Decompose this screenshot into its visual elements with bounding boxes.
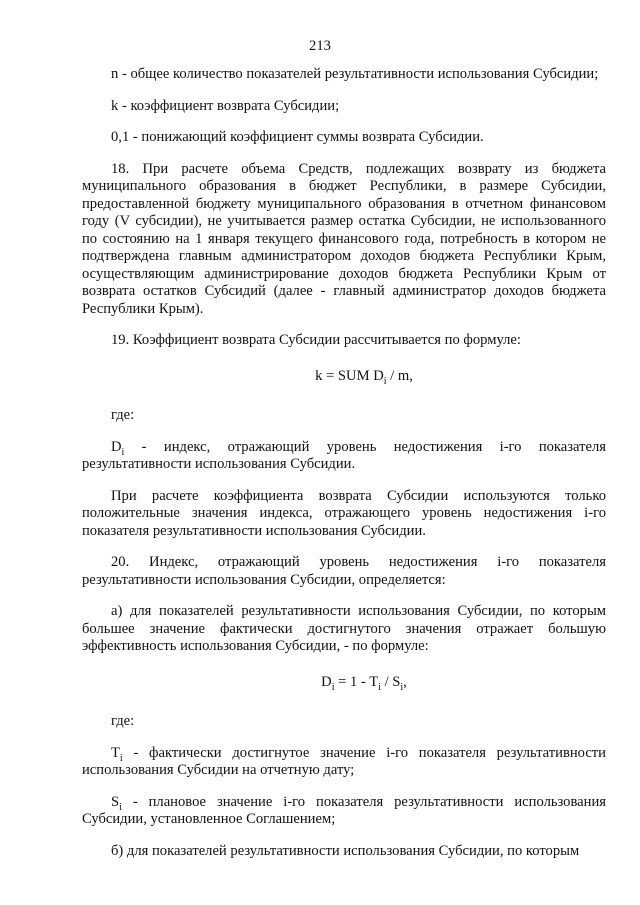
paragraph-19: 19. Коэффициент возврата Субсидии рассчитывается по формуле: [111, 332, 521, 348]
paragraph-di-definition [82, 439, 606, 474]
paragraph-18: 18. При расчете объема Средств, подлежащих возврату из бюджета муниципального образования в бюджет Республики, в размере Субсидии, предоставленной бюджету муниципального образования в отчетном финансовом году (V субсидии), не учитывается размер остатка Субсидии, не использованного по состоянию на 1 января текущего финансового года, потребность в котором не подтверждена главным администратором доходов бюджета Республики Крым, осуществляющим администрирование доходов бюджета Республики Крым от возврата остатков Субсидий (далее - главный администратор доходов бюджета Республики Крым). [82, 160, 606, 317]
si-text: - плановое значение i-го показателя результативности использования Субсидии, установленное Соглашением; [82, 793, 606, 827]
paragraph-20a: а) для показателей результативности использования Субсидии, по которым большее значение фактически достигнутого значения отражает большую эффективность использования Субсидии, - по формуле: [82, 603, 606, 654]
paragraph-20: 20. Индекс, отражающий уровень недостижения i-го показателя результативности использования Субсидии, определяется: [82, 554, 606, 588]
formula2-a-sub: i [331, 681, 335, 693]
formula1-prefix: k = SUM D [315, 367, 384, 384]
paragraph-positive-values: При расчете коэффициента возврата Субсидии используются только положительные значения индекса, отражающего уровень недостижения i-го показателя результативности использования Субсидии. [82, 487, 606, 539]
formula2-a: D [321, 673, 332, 690]
si-symbol: S [111, 793, 120, 810]
ti-sub: i [119, 752, 123, 764]
paragraph-reduction-coefficient: 0,1 - понижающий коэффициент суммы возврата Субсидии. [111, 129, 484, 145]
formula2-c: / S [380, 673, 401, 690]
ti-symbol: T [111, 744, 120, 761]
formula-return-coefficient [82, 368, 606, 386]
ti-text: - фактически достигнутое значение i-го показателя результативности использования Субсидии на отчетную дату; [82, 744, 606, 778]
si-sub: i [119, 801, 122, 813]
paragraph-si-definition [82, 794, 606, 829]
formula2-b: = 1 - T [334, 673, 379, 690]
paragraph-ti-definition [82, 745, 606, 780]
paragraph-k-definition: k - коэффициент возврата Субсидии; [111, 97, 340, 114]
document-body [82, 66, 606, 874]
paragraph-n-definition: n - общее количество показателей результативности использования Субсидии; [111, 66, 599, 82]
formula1-sub: i [383, 375, 387, 387]
formula2-d: , [403, 673, 407, 690]
where-label-1: где: [111, 407, 135, 423]
formula-index [82, 674, 606, 692]
di-text: - индекс, отражающий уровень недостижения i-го показателя результативности использования Субсидии. [82, 438, 606, 472]
formula2-c-sub: i [400, 681, 404, 693]
page-number: 213 [309, 38, 331, 54]
formula2-b-sub: i [378, 681, 381, 693]
di-symbol: D [111, 438, 122, 455]
paragraph-20b: б) для показателей результативности использования Субсидии, по которым [111, 842, 580, 859]
where-label-2: где: [111, 713, 135, 729]
formula1-suffix: / m, [386, 367, 413, 384]
di-sub: i [121, 446, 125, 458]
